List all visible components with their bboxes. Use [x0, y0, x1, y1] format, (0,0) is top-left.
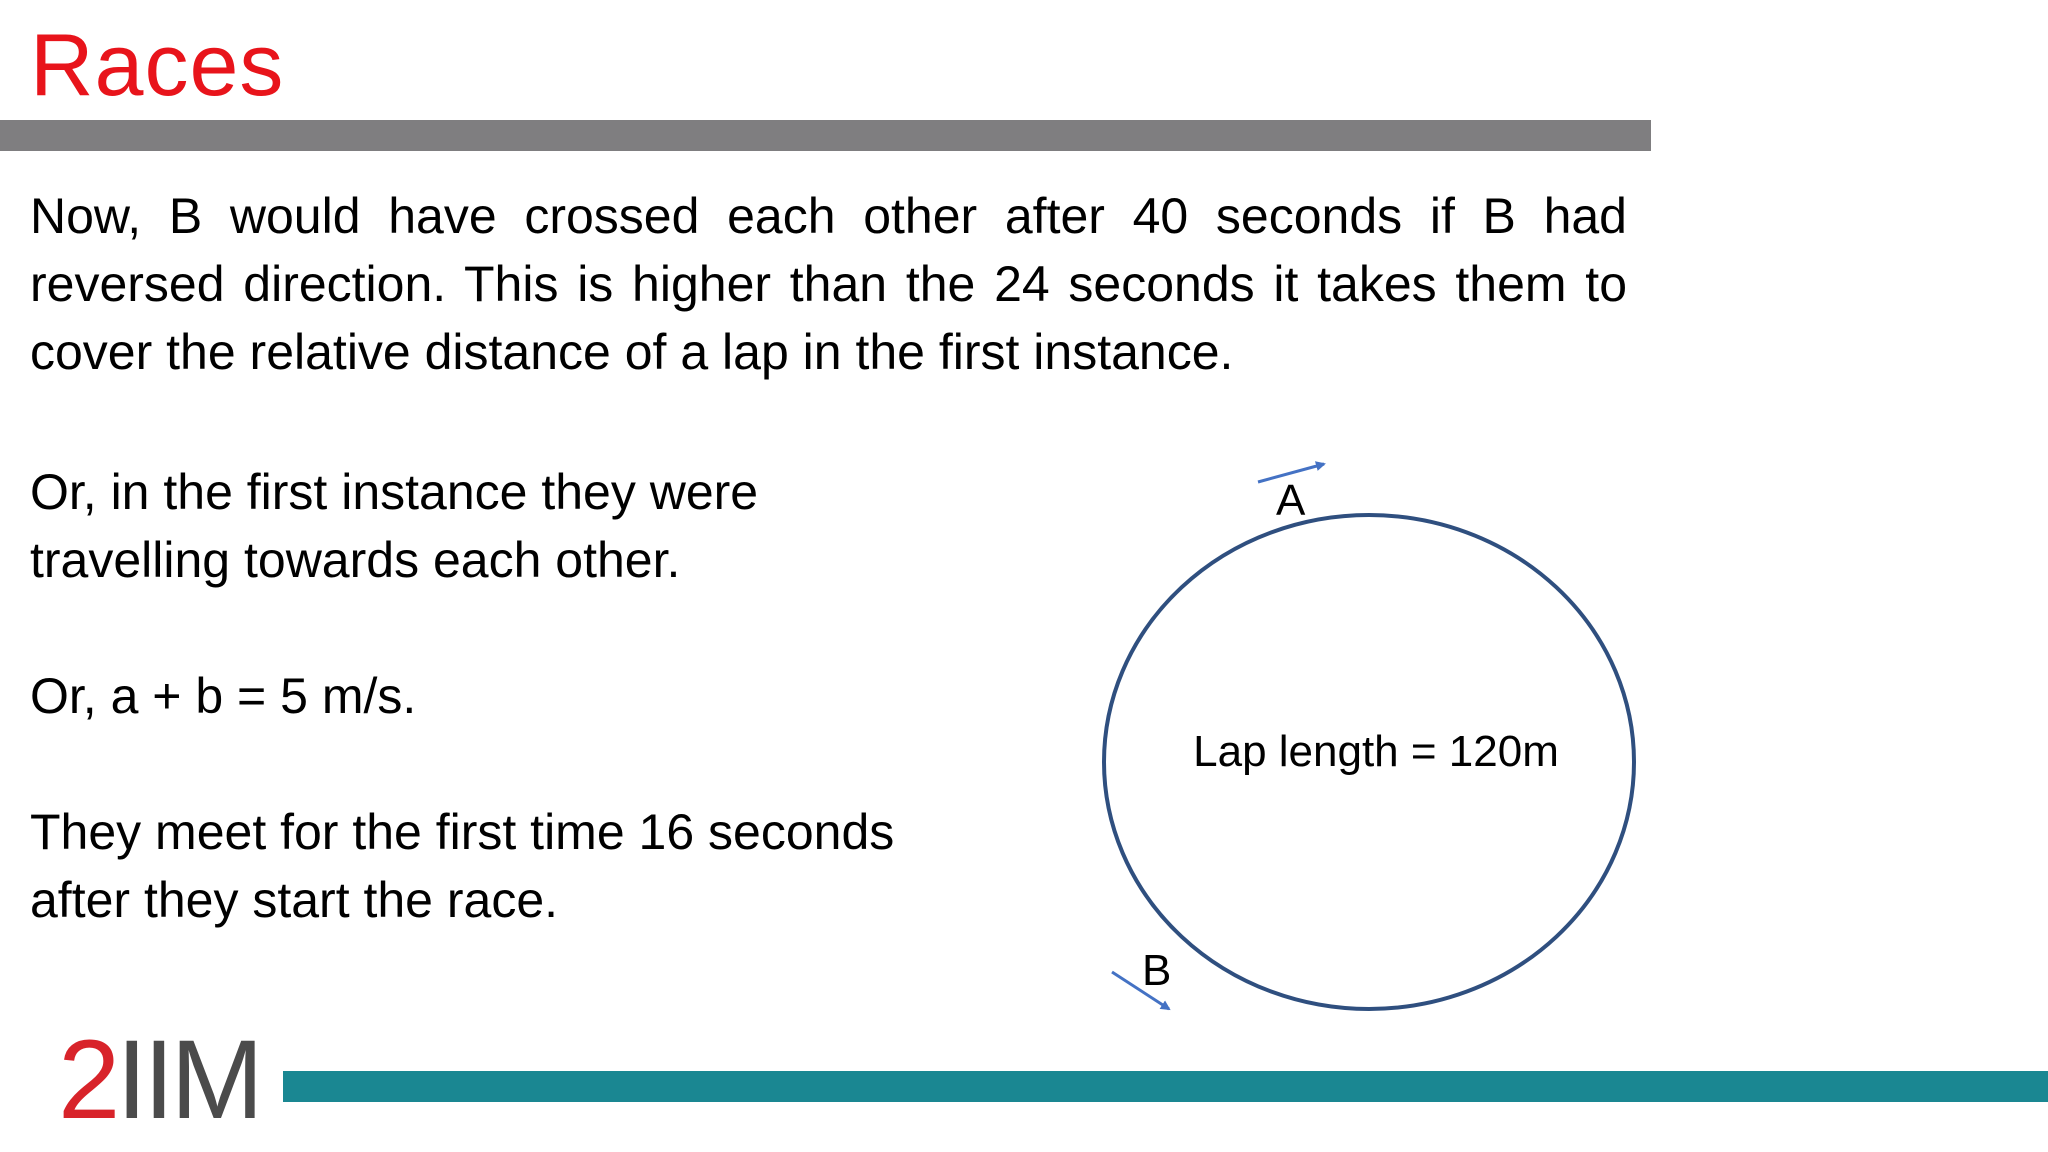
- paragraph-direction-line-2: travelling towards each other.: [30, 532, 681, 588]
- runner-b-label: B: [1142, 946, 1172, 995]
- brand-logo-digit: 2: [58, 1017, 117, 1142]
- lap-length-label: Lap length = 120m: [1193, 727, 1559, 776]
- paragraph-first-meeting-line-2: after they start the race.: [30, 872, 559, 928]
- brand-logo-letters: IIM: [116, 1017, 260, 1142]
- footer-bar: [283, 1071, 2048, 1102]
- paragraph-speed-sum: Or, a + b = 5 m/s.: [30, 668, 417, 724]
- brand-logo: [58, 1017, 260, 1142]
- intro-paragraph: Now, B would have crossed each other after 40 seconds if B had reversed direction. This is higher than the 24 seconds it takes them to cover the relative distance of a lap in the first instance.: [30, 188, 1627, 380]
- paragraph-first-meeting-line-1: They meet for the first time 16 seconds: [30, 804, 895, 860]
- paragraph-direction-line-1: Or, in the first instance they were: [30, 464, 759, 520]
- slide-title: Races: [30, 15, 285, 114]
- runner-a-label: A: [1276, 476, 1306, 525]
